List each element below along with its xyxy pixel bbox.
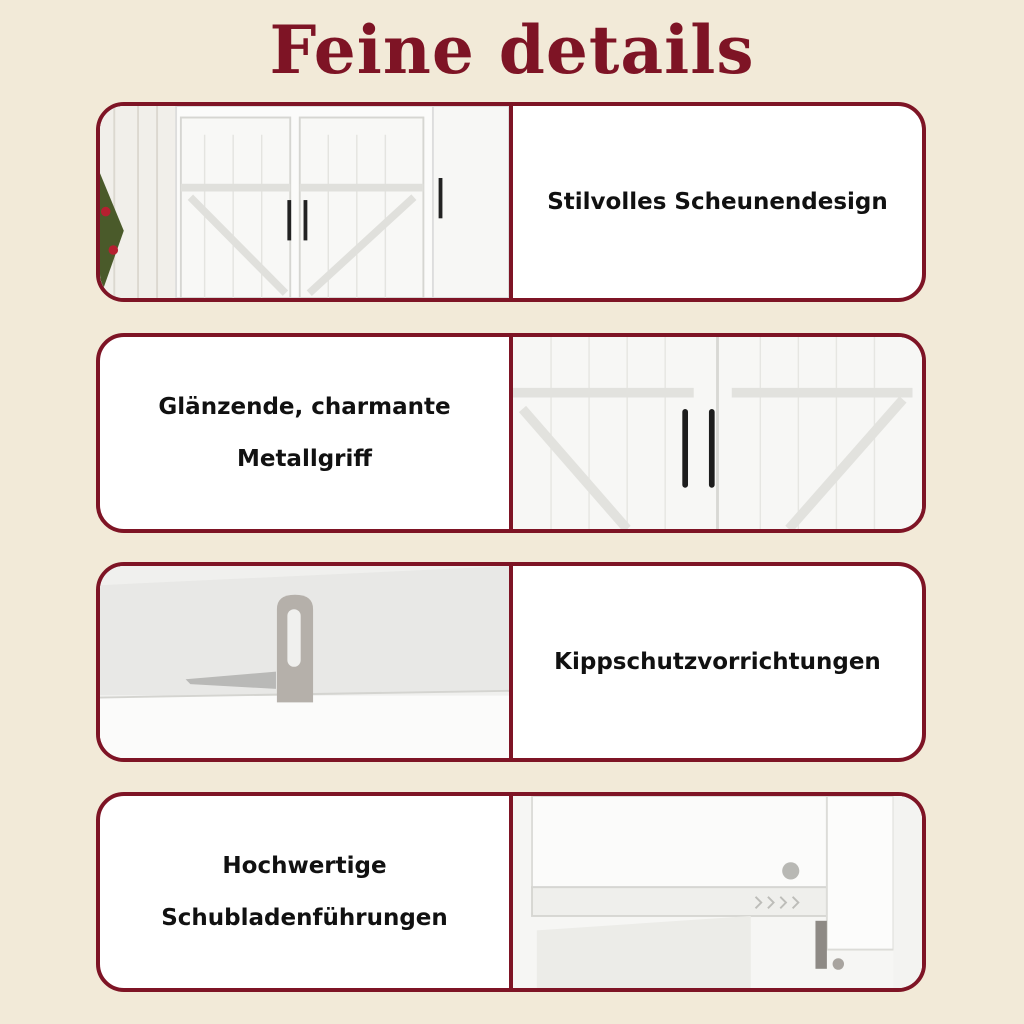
feature-card-metal-handle — [96, 333, 926, 533]
feature-label-line1: Hochwertige — [222, 853, 387, 879]
feature-text — [513, 106, 922, 298]
feature-label-line1: Glänzende, charmante — [158, 394, 451, 420]
page-title: Feine details — [269, 11, 755, 89]
feature-card-anti-tip — [96, 562, 926, 762]
feature-text — [100, 337, 509, 529]
barn-door-cabinet-photo — [100, 106, 509, 298]
feature-label: Kippschutzvorrichtungen — [554, 649, 881, 675]
feature-text — [100, 796, 509, 988]
anti-tip-bracket-photo — [100, 566, 509, 758]
drawer-slide-photo — [513, 796, 922, 988]
feature-text — [513, 566, 922, 758]
feature-label-line2: Metallgriff — [236, 446, 373, 472]
feature-card-barn-design — [96, 102, 926, 302]
feature-label: Stilvolles Scheunendesign — [547, 189, 888, 215]
feature-card-drawer-slides — [96, 792, 926, 992]
metal-handle-photo — [513, 337, 922, 529]
feature-label-line2: Schubladenführungen — [161, 905, 448, 931]
